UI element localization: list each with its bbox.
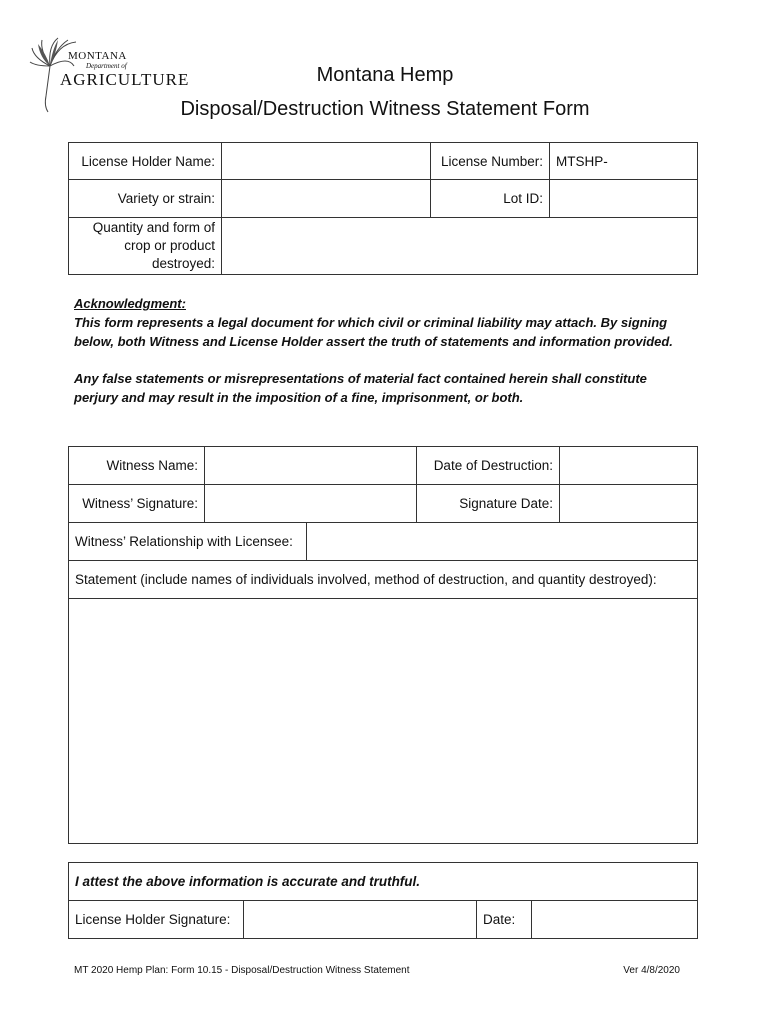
license-holder-signature-label: License Holder Signature: (69, 901, 244, 939)
license-table (68, 142, 698, 275)
acknowledgment-paragraph-2: Any false statements or misrepresentations of material fact contained herein shall constitute perjury and may result in the imposition of a fine, imprisonment, or both. (74, 371, 647, 405)
lot-id-label: Lot ID: (431, 180, 550, 218)
witness-signature-label: Witness’ Signature: (69, 485, 205, 523)
witness-table (68, 446, 698, 844)
license-number-field[interactable]: MTSHP- (550, 143, 698, 180)
acknowledgment-section (74, 294, 694, 407)
date-of-destruction-label: Date of Destruction: (417, 447, 560, 485)
quantity-label-line1: Quantity and form of (92, 220, 215, 235)
page-title: Montana Hemp (316, 64, 454, 86)
acknowledgment-heading: Acknowledgment: (74, 296, 186, 311)
attest-table (68, 862, 698, 939)
witness-name-label: Witness Name: (69, 447, 205, 485)
signature-date-field[interactable] (560, 485, 698, 523)
logo-agriculture-text: AGRICULTURE (60, 70, 190, 89)
date-label: Date: (477, 901, 532, 939)
statement-field[interactable] (69, 599, 698, 844)
logo-montana-text: MONTANA (68, 50, 127, 62)
quantity-label-line3: destroyed: (151, 256, 215, 271)
relationship-label: Witness’ Relationship with Licensee: (69, 523, 307, 561)
license-number-label: License Number: (431, 143, 550, 180)
date-of-destruction-field[interactable] (560, 447, 698, 485)
variety-label: Variety or strain: (69, 180, 222, 218)
date-field[interactable] (532, 901, 698, 939)
license-holder-name-label: License Holder Name: (69, 143, 222, 180)
attest-statement: I attest the above information is accurate and truthful. (69, 863, 698, 901)
license-holder-name-field[interactable] (222, 143, 431, 180)
page-subtitle: Disposal/Destruction Witness Statement Form (180, 98, 590, 120)
quantity-label-line2: crop or product (124, 238, 215, 253)
quantity-label (69, 218, 222, 275)
variety-field[interactable] (222, 180, 431, 218)
footer-version: Ver 4/8/2020 (623, 965, 680, 976)
acknowledgment-paragraph-1: This form represents a legal document for which civil or criminal liability may attach. By signing below, both Witness and License Holder assert the truth of statements and information provided. (74, 315, 673, 349)
footer-form-name: MT 2020 Hemp Plan: Form 10.15 - Disposal/Destruction Witness Statement (74, 965, 410, 976)
logo-department-text: Department of (86, 62, 127, 70)
signature-date-label: Signature Date: (417, 485, 560, 523)
witness-signature-field[interactable] (205, 485, 417, 523)
quantity-field[interactable] (222, 218, 698, 275)
witness-name-field[interactable] (205, 447, 417, 485)
relationship-field[interactable] (307, 523, 698, 561)
statement-label: Statement (include names of individuals involved, method of destruction, and quantity destroyed): (69, 561, 698, 599)
license-holder-signature-field[interactable] (244, 901, 477, 939)
lot-id-field[interactable] (550, 180, 698, 218)
